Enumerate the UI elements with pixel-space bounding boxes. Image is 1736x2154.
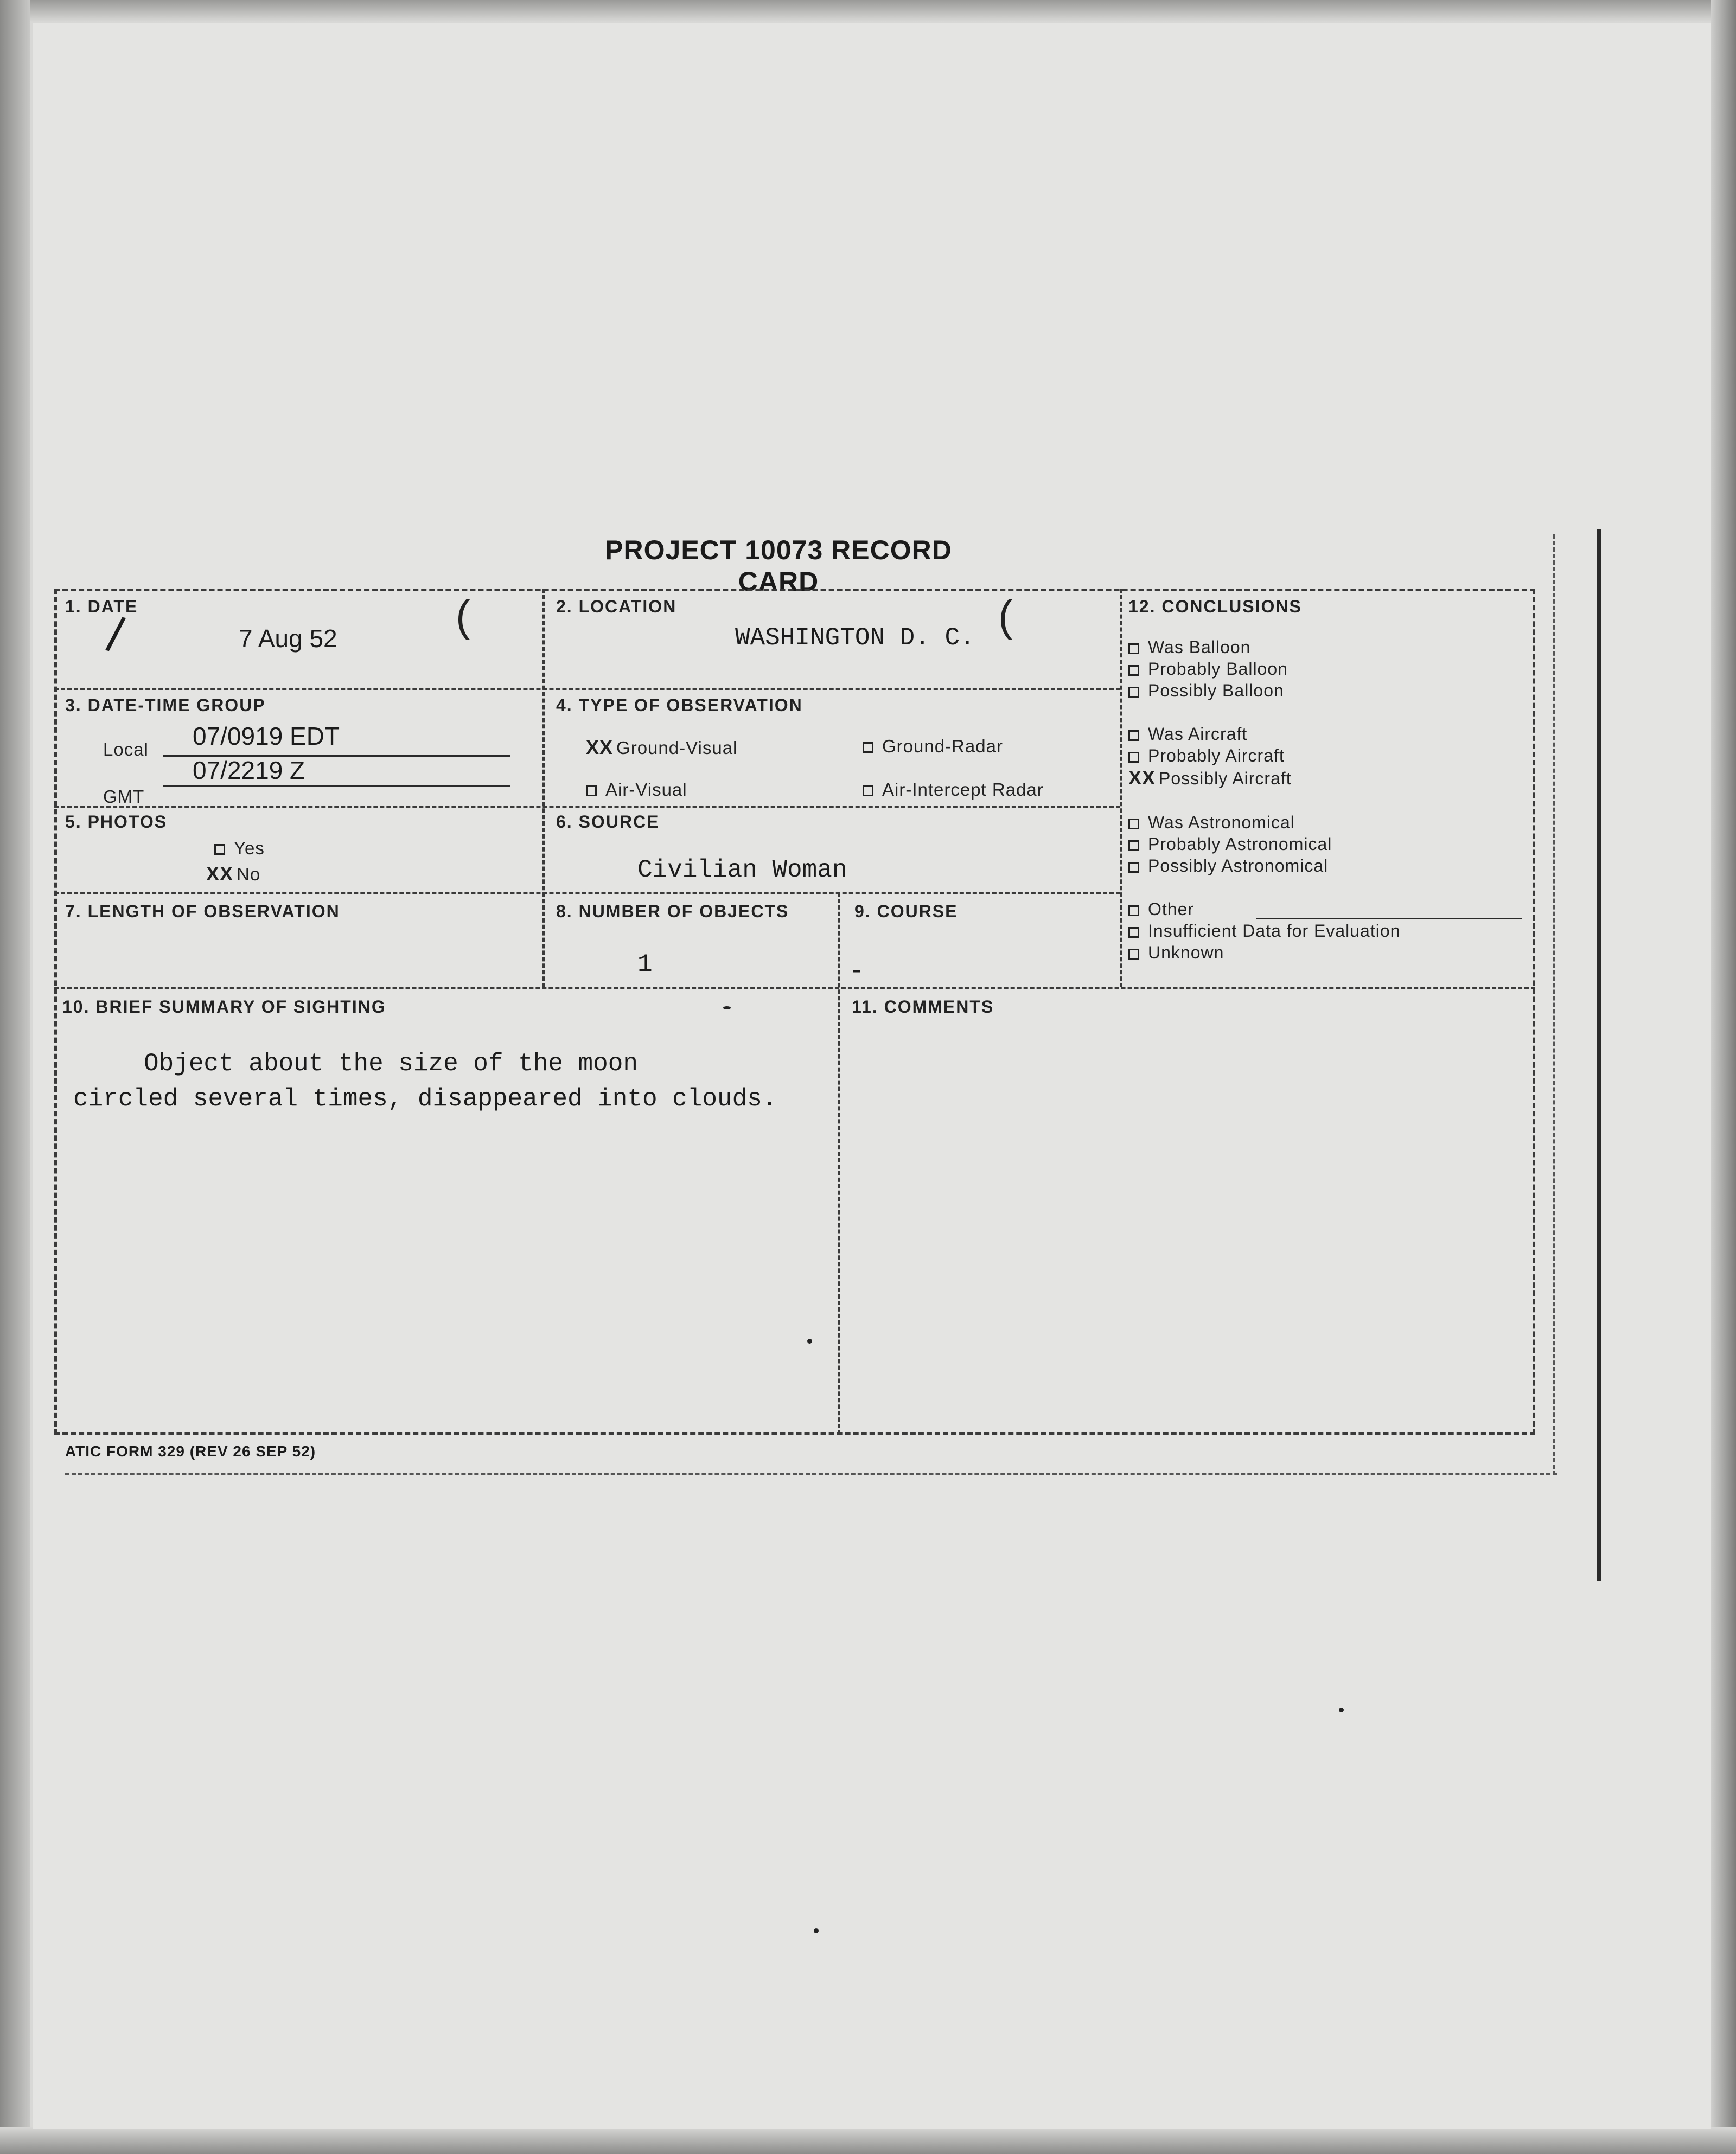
summary-label: 10. BRIEF SUMMARY OF SIGHTING [62,997,386,1017]
date-time-group-label: 3. DATE-TIME GROUP [65,695,266,715]
card-outer-bottom-edge [65,1473,1557,1475]
checkbox-icon [586,785,597,796]
date-paren-mark: ( [456,592,470,640]
form-number: ATIC FORM 329 (REV 26 SEP 52) [65,1443,316,1460]
checkbox-icon [1128,862,1139,873]
gmt-underline [163,785,510,787]
number-of-objects-label: 8. NUMBER OF OBJECTS [556,902,789,921]
source-value: Civilian Woman [637,856,847,884]
scan-speck [814,1928,819,1933]
divider-h-row3 [54,892,1120,894]
conclusion-insufficient-data[interactable]: Insufficient Data for Evaluation [1128,921,1400,941]
location-label: 2. LOCATION [556,597,677,616]
conclusion-other[interactable]: Other [1128,899,1194,919]
location-paren-mark: ( [998,592,1013,640]
scan-border-left [0,0,30,2154]
conclusion-probably-balloon[interactable]: Probably Balloon [1128,659,1288,679]
checkbox-icon [1128,905,1139,916]
divider-h-row2 [54,806,1120,808]
summary-line-2: circled several times, disappeared into clouds. [73,1085,777,1113]
divider-v-col-conclusions [1120,589,1122,987]
scan-speck [807,1339,812,1344]
checkbox-icon [1128,643,1139,654]
length-of-observation-label: 7. LENGTH OF OBSERVATION [65,902,340,921]
checked-mark: XX [586,736,614,758]
checkbox-icon [1128,687,1139,698]
checkbox-icon [1128,927,1139,938]
conclusion-was-astronomical[interactable]: Was Astronomical [1128,813,1295,833]
conclusion-probably-astronomical[interactable]: Probably Astronomical [1128,834,1332,854]
comments-label: 11. COMMENTS [852,997,994,1017]
scan-border-bottom [0,2127,1736,2154]
course-label: 9. COURSE [854,902,958,921]
conclusion-was-balloon[interactable]: Was Balloon [1128,637,1250,657]
card-outer-right-edge [1553,534,1555,1475]
checkbox-icon [863,785,873,796]
scan-speck [1339,1708,1344,1712]
conclusions-label: 12. CONCLUSIONS [1128,597,1302,616]
scan-border-right [1711,0,1736,2154]
checked-mark: XX [206,862,234,885]
checkbox-icon [214,844,225,855]
scan-border-top [0,0,1736,22]
number-of-objects-value: 1 [637,950,653,979]
scan-speck [723,1006,731,1009]
checkbox-icon [1128,819,1139,829]
checkbox-icon [1128,665,1139,676]
divider-v-col-course [838,892,840,1435]
date-value: 7 Aug 52 [239,624,337,653]
source-label: 6. SOURCE [556,812,660,832]
photos-option-yes[interactable]: Yes [214,838,265,859]
photos-option-no[interactable]: XX No [206,862,261,885]
conclusion-probably-aircraft[interactable]: Probably Aircraft [1128,746,1285,766]
checkbox-icon [1128,730,1139,741]
photos-label: 5. PHOTOS [65,812,168,832]
conclusion-possibly-astronomical[interactable]: Possibly Astronomical [1128,856,1328,876]
checkbox-icon [863,742,873,753]
checked-mark: XX [1128,766,1156,789]
local-label: Local [103,739,149,759]
course-value: - [849,957,864,986]
sheet-edge-line [1597,529,1601,1581]
summary-line-1: Object about the size of the moon [144,1050,638,1078]
gmt-label: GMT [103,787,145,807]
conclusion-unknown[interactable]: Unknown [1128,943,1224,963]
conclusion-possibly-aircraft[interactable]: XX Possibly Aircraft [1128,766,1292,789]
checkbox-icon [1128,949,1139,960]
location-value: WASHINGTON D. C. [735,624,975,652]
obs-option-ground-visual[interactable]: XX Ground-Visual [586,736,738,758]
divider-h-row1 [54,688,1120,690]
card-title: PROJECT 10073 RECORD CARD [605,535,952,597]
conclusion-possibly-balloon[interactable]: Possibly Balloon [1128,681,1284,701]
date-mark: / [103,607,128,663]
local-value: 07/0919 EDT [193,722,340,750]
obs-option-air-visual[interactable]: Air-Visual [586,779,687,800]
divider-h-row4 [54,987,1535,989]
gmt-value: 07/2219 Z [193,756,305,784]
type-of-observation-label: 4. TYPE OF OBSERVATION [556,695,803,715]
obs-option-ground-radar[interactable]: Ground-Radar [863,736,1003,757]
checkbox-icon [1128,752,1139,763]
conclusion-was-aircraft[interactable]: Was Aircraft [1128,724,1247,744]
checkbox-icon [1128,840,1139,851]
date-label: 1. DATE [65,597,138,616]
obs-option-air-intercept-radar[interactable]: Air-Intercept Radar [863,779,1044,800]
conclusion-other-underline [1256,918,1522,919]
divider-v-col1 [542,589,545,987]
